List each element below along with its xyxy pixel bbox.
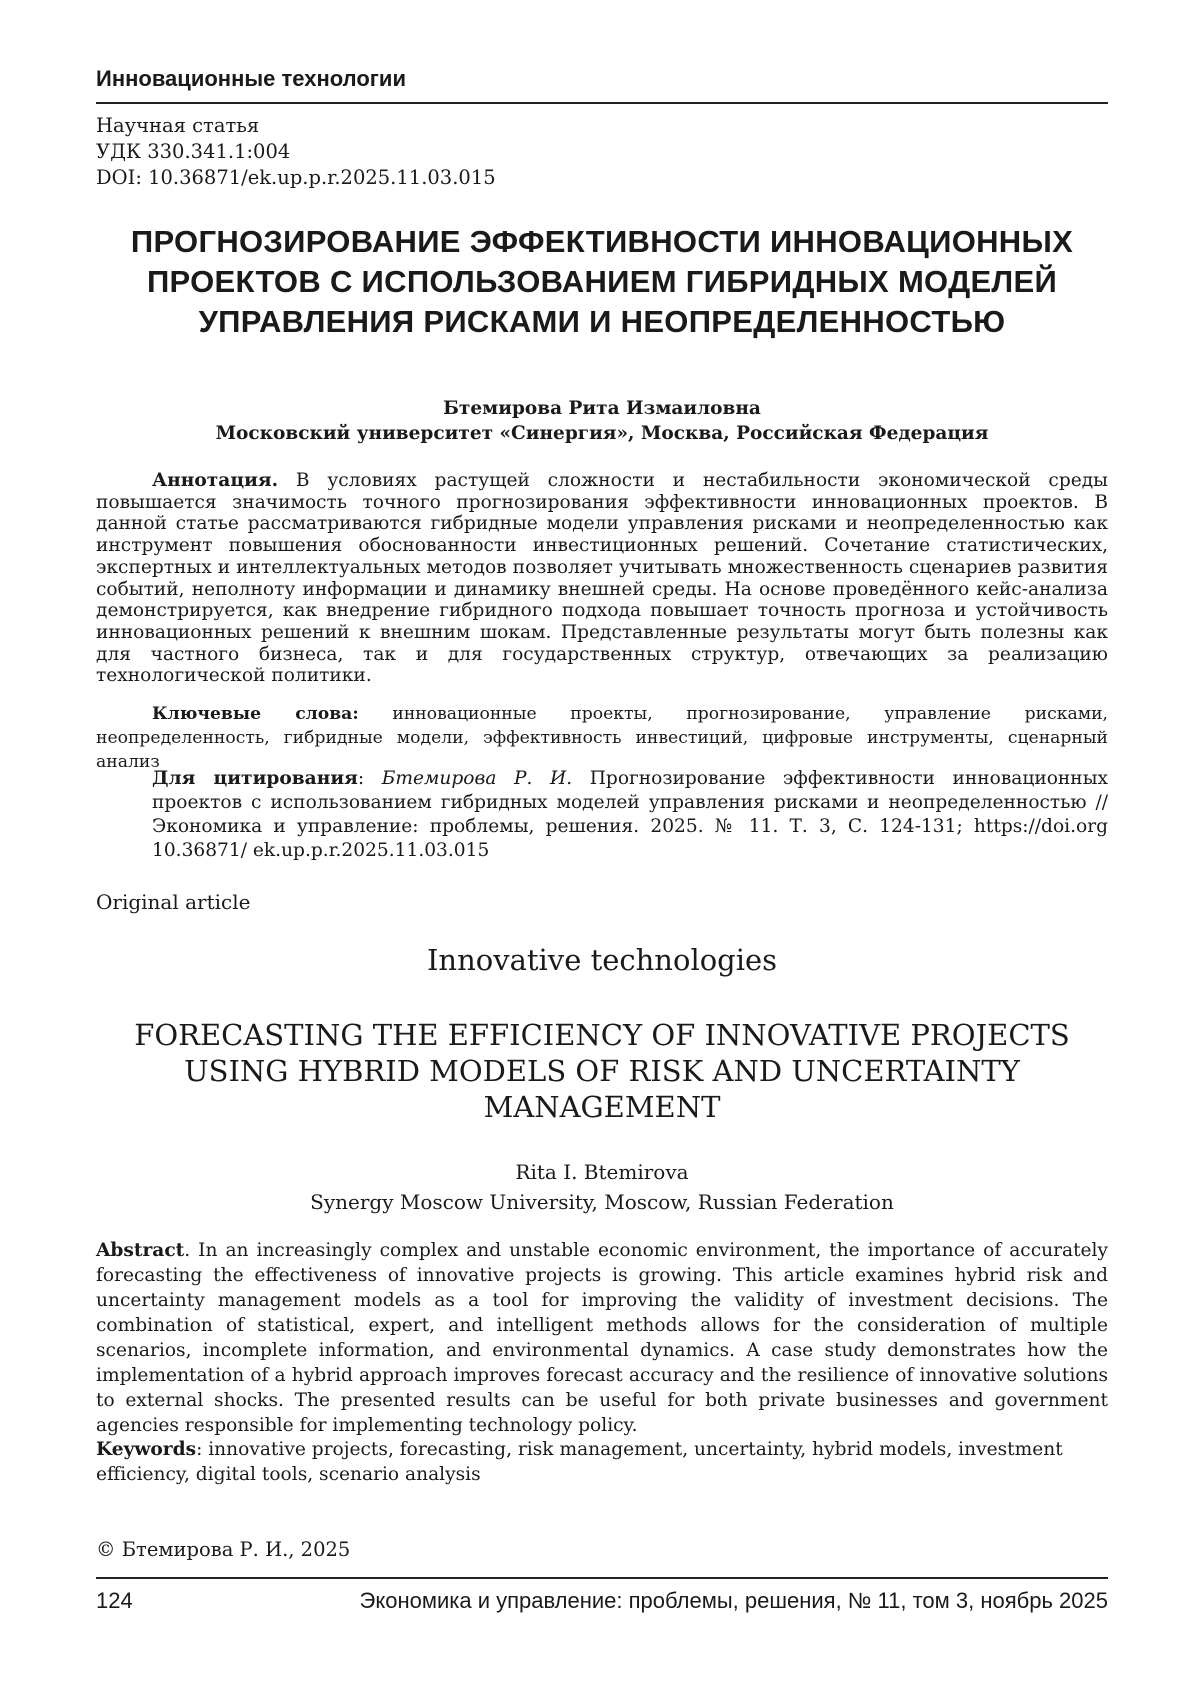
- author-name-ru: Бтемирова Рита Измаиловна: [443, 398, 761, 419]
- section-header: Инновационные технологии: [96, 66, 406, 91]
- keywords-text-ru: инновационные проекты, прогнозирование, управление рисками, неопределенность, гибридные модели, эффективность инвестиций, цифровые инструменты, сценарный анализ: [96, 704, 1108, 772]
- abstract-text-en: . In an increasingly complex and unstable economic environment, the importance of accurately forecasting the effectiveness of innovative projects is growing. This article examines hybrid risk and uncertainty management models as a tool for improving the validity of investment decisions. The combination of statistical, expert, and intelligent methods allows for the consideration of multiple scenarios, incomplete information, and environmental dynamics. A case study demonstrates how the implementation of a hybrid approach improves forecast accuracy and the resilience of innovative solutions to external shocks. The presented results can be useful for both private businesses and government agencies responsible for implementing technology policy.: [96, 1240, 1108, 1436]
- udc-code: УДК 330.341.1:004: [96, 140, 291, 163]
- author-block-ru: [96, 396, 1108, 446]
- citation-text: Прогнозирование эффективности инновационных проектов с использованием гибридных моделей управления рисками и неопределенностью // Экономика и управление: проблемы, решения. 2025. № 11. Т. 3, С. 124-131; https://doi.org 10.36871/ ek.up.p.r.2025.11.03.015: [152, 768, 1108, 861]
- author-affiliation-ru: Московский университет «Синергия», Москва, Российская Федерация: [215, 423, 989, 444]
- rubric-en: Innovative technologies: [426, 943, 778, 977]
- article-type-en: Original article: [96, 890, 251, 914]
- keywords-text-en: : innovative projects, forecasting, risk management, uncertainty, hybrid models, investment efficiency, digital tools, scenario analysis: [96, 1439, 1063, 1485]
- page-number: 124: [96, 1588, 133, 1613]
- abstract-ru: [96, 470, 1108, 687]
- header-divider: [96, 102, 1108, 104]
- abstract-label-en: Abstract: [96, 1240, 185, 1261]
- keywords-label-en: Keywords: [96, 1439, 197, 1460]
- article-type: Научная статья: [96, 114, 260, 137]
- author-name-en: Rita I. Btemirova: [515, 1160, 689, 1184]
- journal-info: Экономика и управление: проблемы, решения, № 11, том 3, ноябрь 2025: [359, 1588, 1108, 1613]
- author-block-en: [96, 1157, 1108, 1217]
- keywords-label-ru: Ключевые слова:: [152, 704, 359, 724]
- article-meta: [96, 113, 496, 191]
- citation-label: Для цитирования: [152, 768, 358, 789]
- citation: Для цитирования: Бтемирова Р. И. Прогнозирование эффективности инновационных проектов с использованием гибридных моделей управления рисками и неопределенностью // Экономика и управление: проблемы, решения. 2025. № 11. Т. 3, С. 124-131; https://doi.org 10.36871/ ek.up.p.r.2025.11.03.015: [152, 768, 1108, 861]
- copyright: © Бтемирова Р. И., 2025: [96, 1538, 351, 1561]
- footer-divider: [96, 1577, 1108, 1579]
- title-ru: ПРОГНОЗИРОВАНИЕ ЭФФЕКТИВНОСТИ ИННОВАЦИОННЫХ ПРОЕКТОВ С ИСПОЛЬЗОВАНИЕМ ГИБРИДНЫХ МОДЕЛЕЙ УПРАВЛЕНИЯ РИСКАМИ И НЕОПРЕДЕЛЕННОСТЬЮ: [130, 224, 1074, 339]
- title-en: FORECASTING THE EFFICIENCY OF INNOVATIVE PROJECTS USING HYBRID MODELS OF RISK AND UNCERTAINTY MANAGEMENT: [134, 1018, 1070, 1124]
- abstract-label-ru: Аннотация.: [152, 470, 279, 491]
- keywords-ru: [96, 702, 1108, 774]
- abstract-en: [96, 1238, 1108, 1438]
- keywords-en: [96, 1437, 1108, 1487]
- doi: DOI: 10.36871/ek.up.p.r.2025.11.03.015: [96, 166, 496, 189]
- author-affiliation-en: Synergy Moscow University, Moscow, Russian Federation: [310, 1190, 894, 1214]
- citation-author: Бтемирова Р. И.: [381, 768, 573, 789]
- article-page: [96, 0, 1108, 1698]
- abstract-text-ru: В условиях растущей сложности и нестабильности экономической среды повышается значимость точного прогнозирования эффективности инновационных проектов. В данной статье рассматриваются гибридные модели управления рисками и неопределенностью как инструмент повышения обоснованности инвестиционных решений. Сочетание статистических, экспертных и интеллектуальных методов позволяет учитывать множественность сценариев развития событий, неполноту информации и динамику внешней среды. На основе проведённого кейс-анализа демонстрируется, как внедрение гибридного подхода повышает точность прогноза и устойчивость инновационных решений к внешним шокам. Представленные результаты могут быть полезны как для частного бизнеса, так и для государственных структур, отвечающих за реализацию технологической политики.: [96, 470, 1108, 687]
